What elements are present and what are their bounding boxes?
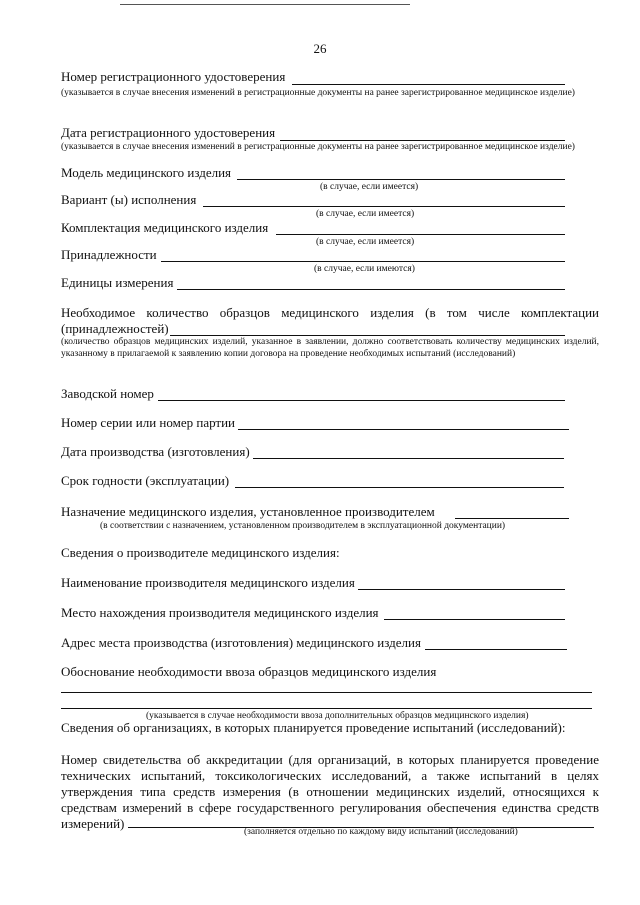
label-reg-cert-number: Номер регистрационного удостоверения [61,69,286,84]
label-model: Модель медицинского изделия [61,165,232,180]
note-accessories: (в случае, если имеются) [314,264,415,274]
label-serial-number: Заводской номер [61,386,154,401]
input-units[interactable] [177,289,565,290]
note-reg-cert-date: (указывается в случае внесения изменений в регистрационные документы на ранее зарегистрированное медицинское изделие) [61,142,575,152]
label-accessories: Принадлежности [61,247,157,262]
label-samples-qty-line1: Необходимое количество образцов медицинского изделия (в том числе комплектации [61,305,599,320]
input-reg-cert-number[interactable] [292,84,565,85]
label-units: Единицы измерения [61,275,174,290]
input-kit[interactable] [276,234,565,235]
label-production-date: Дата производства (изготовления) [61,444,250,459]
input-serial-number[interactable] [158,400,565,401]
note-import-justification: (указывается в случае необходимости ввоза дополнительных образцов медицинского изделия) [146,711,529,721]
input-accessories[interactable] [161,261,565,262]
input-import-justification-line2[interactable] [61,708,592,709]
note-variant: (в случае, если имеется) [316,209,415,219]
heading-manufacturer-info: Сведения о производителе медицинского изделия: [61,545,340,560]
input-import-justification-line1[interactable] [61,692,592,693]
label-shelf-life: Срок годности (эксплуатации) [61,473,230,488]
scan-edge-line [120,4,410,5]
label-import-justification: Обоснование необходимости ввоза образцов медицинского изделия [61,664,437,679]
note-samples-qty: (количество образцов медицинских изделий, указанное в заявлении, должно соответствовать количеству медицинских изделий, указанному в прилагаемой к заявлению копии договора на проведение необходимых испытаний (исследований) [61,337,599,359]
label-batch-number: Номер серии или номер партии [61,415,236,430]
input-batch-number[interactable] [238,429,569,430]
page-number: 26 [313,41,327,56]
label-reg-cert-date: Дата регистрационного удостоверения [61,125,276,140]
input-variant[interactable] [203,206,565,207]
note-kit: (в случае, если имеется) [316,237,415,247]
input-manufacturer-location[interactable] [384,619,565,620]
note-purpose: (в соответствии с назначением, установленном производителем в эксплуатационной документации) [100,521,506,531]
input-production-date[interactable] [253,458,564,459]
input-manufacturer-name[interactable] [358,589,565,590]
label-manufacturer-name: Наименование производителя медицинского изделия [61,575,355,590]
label-kit: Комплектация медицинского изделия [61,220,269,235]
input-production-address[interactable] [425,649,567,650]
input-purpose[interactable] [455,518,569,519]
note-reg-cert-number: (указывается в случае внесения изменений в регистрационные документы на ранее зарегистрированное медицинское изделие) [61,88,575,98]
heading-organizations-info: Сведения об организациях, в которых планируется проведение испытаний (исследований): [61,720,566,735]
note-model: (в случае, если имеется) [320,182,419,192]
note-accreditation: (заполняется отдельно по каждому виду испытаний (исследований) [244,827,518,837]
label-production-address: Адрес места производства (изготовления) медицинского изделия [61,635,421,650]
label-samples-qty-line2: (принадлежностей) [61,321,169,336]
input-model[interactable] [237,179,565,180]
label-variant: Вариант (ы) исполнения [61,192,197,207]
label-accreditation: Номер свидетельства об аккредитации (для организаций, в которых планируется проведение технических испытаний, токсикологических исследований, а также испытаний в целях утверждения типа средств измерения (в отношении медицинских изделий, относящихся к средствам измерений в сфере государственного регулирования обеспечения единства средств измерений) [61,752,599,831]
label-manufacturer-location: Место нахождения производителя медицинского изделия [61,605,379,620]
input-shelf-life[interactable] [235,487,564,488]
label-purpose: Назначение медицинского изделия, установленное производителем [61,504,435,519]
